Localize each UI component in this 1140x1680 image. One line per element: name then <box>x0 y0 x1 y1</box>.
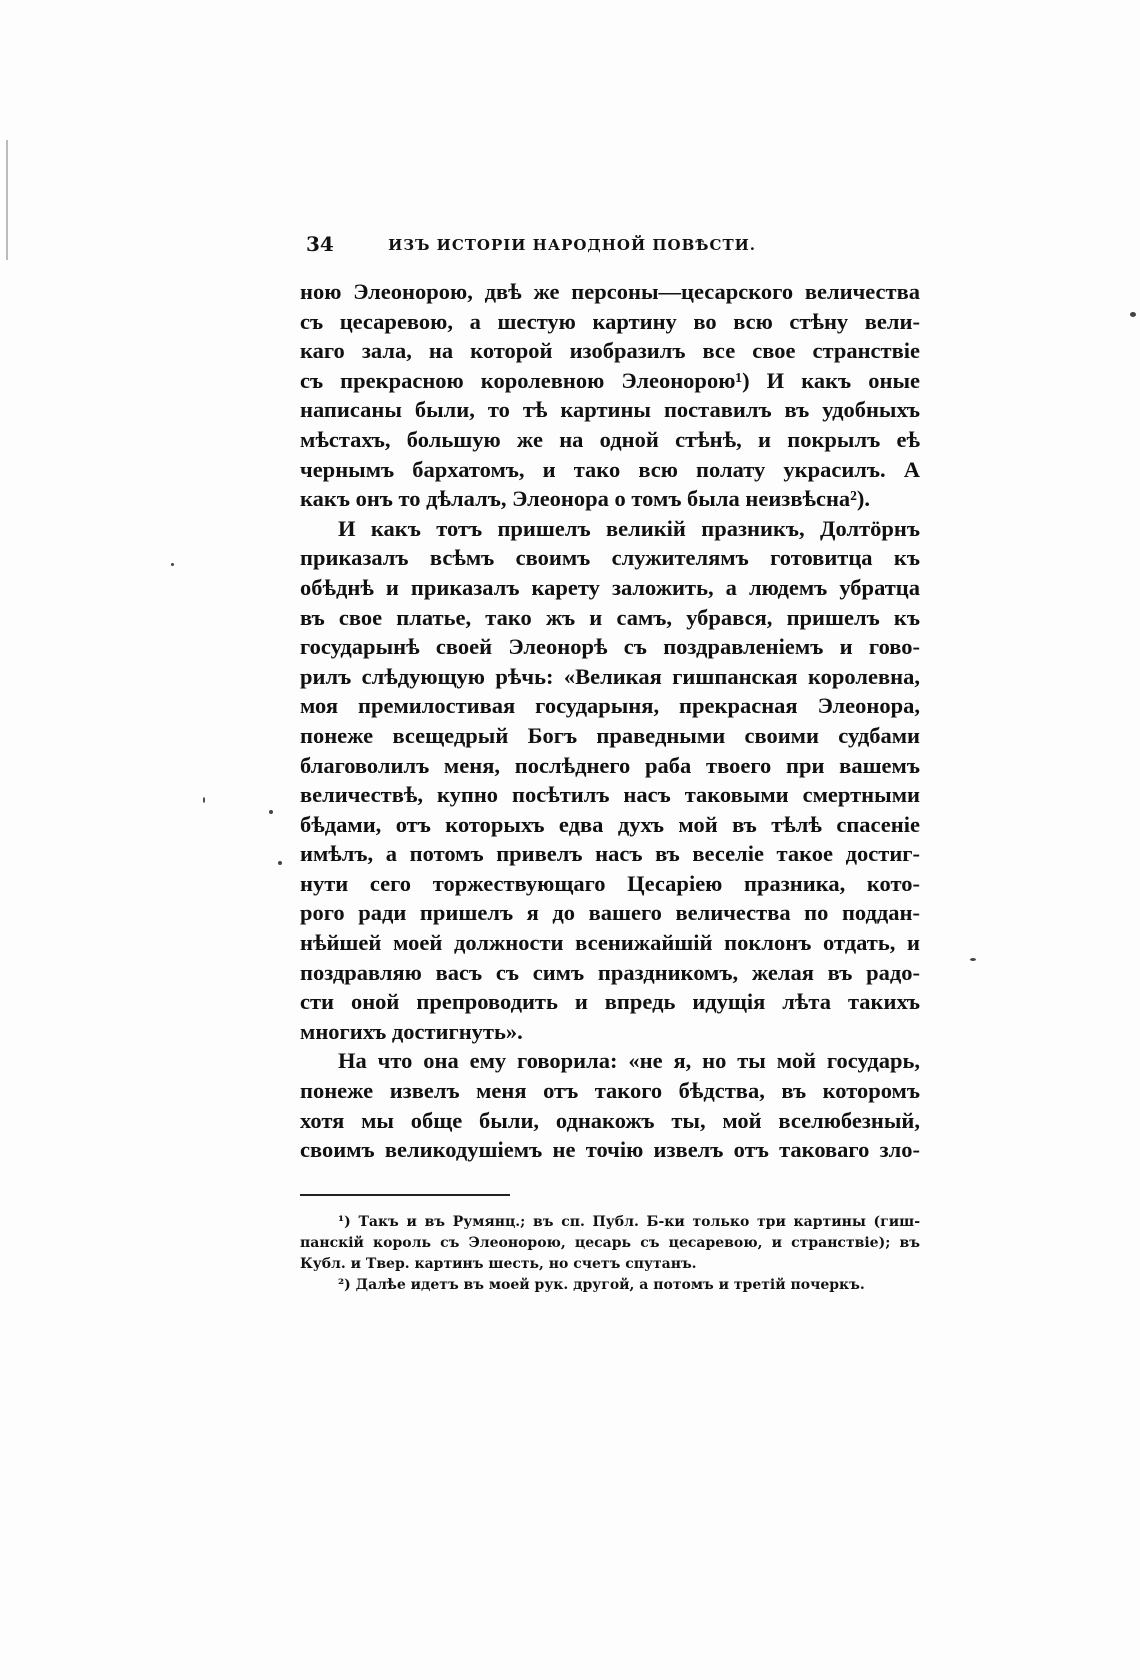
footnote-line: Кубл. и Твер. картинъ шесть, но счетъ спутанъ. <box>300 1256 697 1272</box>
running-head <box>306 232 756 262</box>
footnote-rule <box>300 1194 510 1196</box>
text-line: приказалъ всѣмъ своимъ служителямъ готовитца къ <box>300 545 920 571</box>
text-line: нѣйшей моей должности всенижайшій поклонъ отдать, и <box>300 930 920 956</box>
text-line: каго зала, на которой изобразилъ все свое странствіе <box>300 338 920 364</box>
text-line: ною Элеонорою, двѣ же персоны—цесарского величества <box>300 279 920 304</box>
text-line: мѣстахъ, большую же на одной стѣнѣ, и покрылъ еѣ <box>300 426 920 452</box>
text-line: рилъ слѣдующую рѣчь: «Великая гишпанская королевна, <box>300 663 920 689</box>
scan-speck <box>970 958 976 961</box>
scan-speck <box>278 861 282 865</box>
text-line: съ цесаревою, а шестую картину во всю стѣну вели- <box>300 308 920 334</box>
text-line: понеже всещедрый Богъ праведными своими судбами <box>300 722 920 748</box>
text-line: чернымъ бархатомъ, и тако всю полату украсилъ. А <box>300 456 920 482</box>
text-line: И какъ тотъ пришелъ великій празникъ, Долтöрнъ <box>338 515 920 541</box>
text-line: рого ради пришелъ я до вашего величества по поддан- <box>300 900 920 926</box>
text-line: государынѣ своей Элеонорѣ съ поздравленіемъ и гово- <box>300 634 920 660</box>
text-line: благоволилъ меня, послѣднего раба твоего при вашемъ <box>300 752 920 778</box>
scan-speck <box>171 563 174 566</box>
text-line: понеже извелъ меня отъ такого бѣдства, въ которомъ <box>300 1078 920 1104</box>
text-line: поздравляю васъ съ симъ праздникомъ, желая въ радо- <box>300 959 920 985</box>
text-line: На что она ему говорила: «не я, но ты мой государь, <box>338 1048 920 1074</box>
text-line: моя премилостивая государыня, прекрасная Элеонора, <box>300 693 920 719</box>
footnote-line: ¹) Такъ и въ Румянц.; въ сп. Публ. Б-ки только три картины (гиш- <box>338 1214 920 1230</box>
text-line: обѣднѣ и приказалъ карету заложить, а людемъ убратца <box>300 574 920 600</box>
page-number: 34 <box>306 232 334 256</box>
scan-speck <box>203 797 205 803</box>
text-line: своимъ великодушіемъ не точію извелъ отъ таковаго зло- <box>300 1137 920 1163</box>
text-line: сти оной препроводить и впредь идущія лѣта такихъ <box>300 989 920 1015</box>
scan-edge-mark <box>6 140 8 260</box>
footnotes <box>300 1212 920 1296</box>
text-line: имѣлъ, а потомъ привелъ насъ въ веселіе такое достиг- <box>300 841 920 867</box>
text-line: бѣдами, отъ которыхъ едва духъ мой въ тѣлѣ спасеніе <box>300 811 920 837</box>
scan-speck <box>269 810 273 814</box>
text-line: написаны были, то тѣ картины поставилъ въ удобныхъ <box>300 397 920 423</box>
scan-speck <box>1130 312 1136 317</box>
text-line: хотя мы обще были, однакожъ ты, мой вселюбезный, <box>300 1107 920 1133</box>
text-line: величествѣ, купно посѣтилъ насъ таковыми смертными <box>300 782 920 808</box>
running-title: ИЗЪ ИСТОРІИ НАРОДНОЙ ПОВѢСТИ. <box>388 236 756 254</box>
text-line: многихъ достигнуть». <box>300 1018 523 1044</box>
text-line: какъ онъ то дѣлалъ, Элеонора о томъ была неизвѣсна²). <box>300 486 871 512</box>
text-line: въ свое платье, тако жъ и самъ, убрався, пришелъ къ <box>300 604 920 630</box>
body-text <box>300 277 920 1165</box>
text-line: съ прекрасною королевною Элеонорою¹) И какъ оные <box>300 367 920 393</box>
footnote-line: панскій король съ Элеонорою, цесарь съ цесаревою, и странствіе); въ <box>300 1235 920 1251</box>
footnote-line: ²) Далѣе идетъ въ моей рук. другой, а потомъ и третій почеркъ. <box>338 1277 865 1293</box>
text-line: нути сего торжествующаго Цесаріею празника, кото- <box>300 870 920 896</box>
